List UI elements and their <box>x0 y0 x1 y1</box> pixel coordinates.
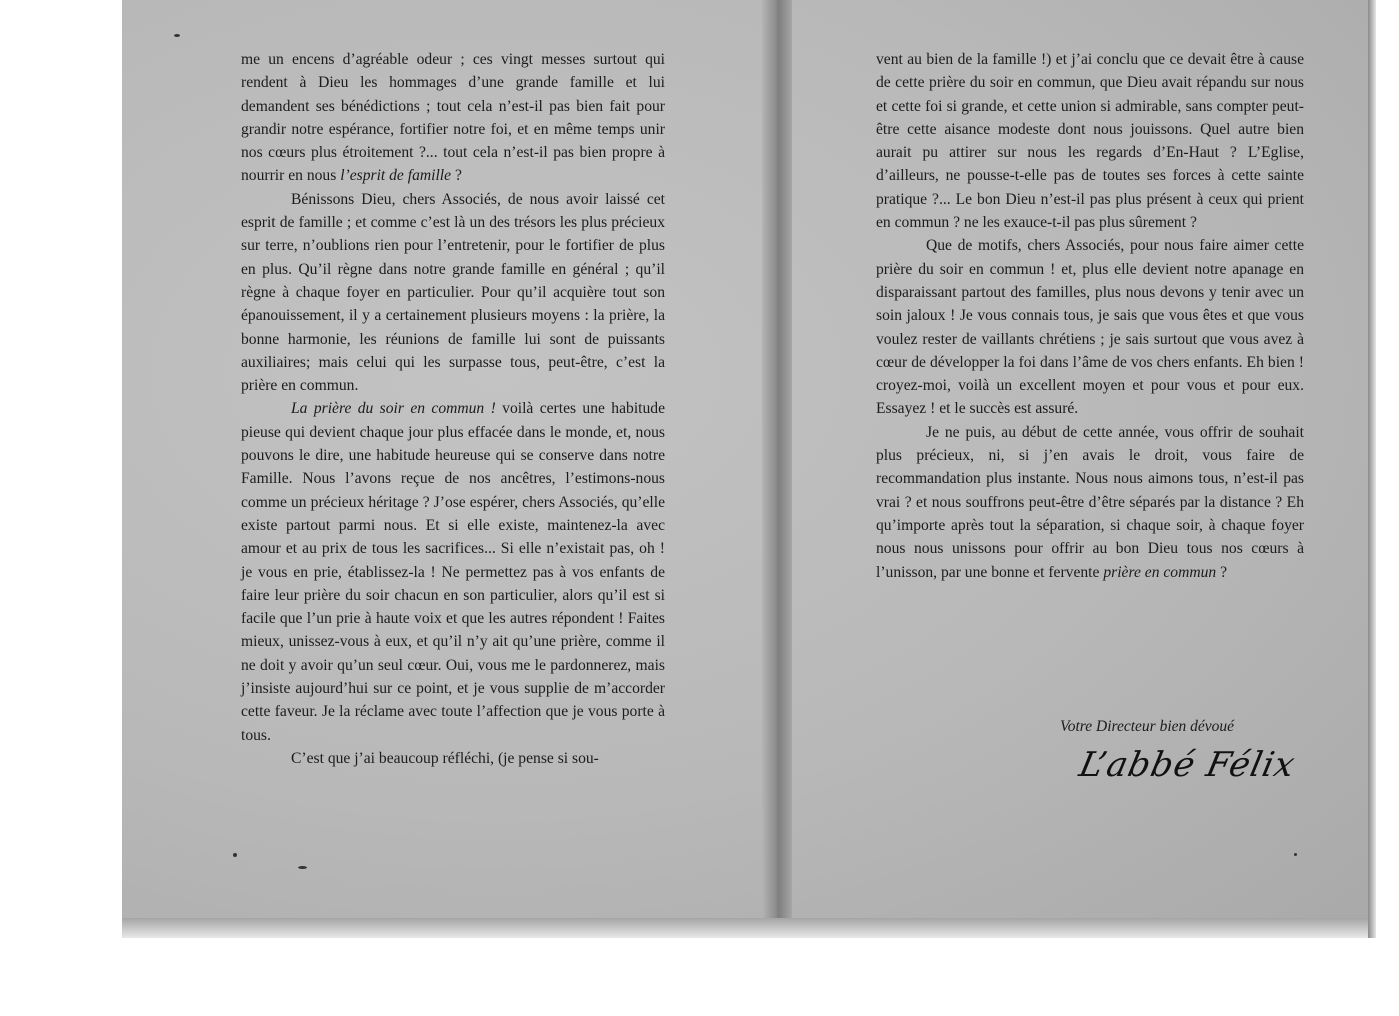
scan-speck <box>298 866 307 869</box>
scan-speck <box>233 853 237 857</box>
signoff-line: Votre Directeur bien dévoué <box>1060 718 1235 735</box>
right-paragraph-3-text: Je ne puis, au début de cette année, vous offrir de souhait plus précieux, ni, si j’en avais le droit, vous faire de recommandation plus instante. Nous nous aimons tous, n’est-il pas vrai ? et nous souffrons peut-être d’être séparés par la distance ? Eh qu’importe après tout la séparation, si chaque soir, à chaque foyer nous nous unissons pour offrir au bon Dieu tous nos cœurs à l’unisson, par une bonne et fervente <box>876 423 1304 581</box>
left-paragraph-3-text: voilà certes une habitude pieuse qui devient chaque jour plus effacée dans le monde, et, nous pouvons le dire, une habitude heureuse qui se conserve dans notre Famille. Nous l’avons reçue de nos ancêtres, l’estimons-nous comme un précieux héritage ? J’ose espérer, chers Associés, qu’elle existe partout parmi nous. Et si elle existe, maintenez-la avec amour et au prix de tous les sacrifices... Si elle n’existait pas, oh ! je vous en prie, établissez-la ! Ne permettez pas à vos enfants de faire leur prière du soir chacun en son particulier, alors qu’il est si facile que l’un prie à haute voix et que les autres répondent ! Faites mieux, unissez-vous à eux, et qu’il n’y ait qu’une prière, comme il ne doit y avoir qu’un seul cœur. Oui, vous me le pardonnerez, mais j’insiste aujourd’hui sur ce point, et je vous supplie de m’accorder cette faveur. Je la réclame avec toute l’affection que je vous porte à tous. <box>241 400 666 744</box>
scan-speck <box>1294 853 1297 856</box>
right-page <box>876 48 1304 584</box>
page-gutter <box>762 0 792 932</box>
esprit-de-famille-emphasis: l’esprit de famille <box>340 167 452 185</box>
left-paragraph-1-text: me un encens d’agréable odeur ; ces vingt messes surtout qui rendent à Dieu les hommages d’une grande famille et lui demandent ses bénédictions ; tout cela n’est-il pas bien fait pour grandir notre espérance, fortifier notre foi, et en même temps unir nos cœurs plus étroitement ?... tout cela n’est-il pas bien propre à nourrir en nous <box>241 51 665 185</box>
right-paragraph-1: vent au bien de la famille !) et j’ai conclu que ce devait être à cause de cette prière du soir en commun, que Dieu avait répandu sur nous et cette foi si grande, et cette union si admirable, sans compter peut-être cette aisance modeste dont nous jouissons. Quel autre bien aurait pu attirer sur nous les regards d’En-Haut ? L’Eglise, d’ailleurs, ne pousse-t-elle pas de toutes ses forces à cette sainte pratique ?... Le bon Dieu n’est-il pas plus présent à ceux qui prient en commun ? ne les exauce-t-il pas plus sûrement ? <box>876 51 1304 232</box>
left-paragraph-2: Bénissons Dieu, chers Associés, de nous avoir laissé cet esprit de famille ; et comme c’est là un des trésors les plus précieux sur terre, n’oublions rien pour l’entretenir, pour le fortifier de plus en plus. Qu’il règne dans notre grande famille en général ; qu’il règne à chaque foyer en particulier. Pour qu’il acquière tout son épanouissement, il y a certainement plusieurs moyens : la prière, la bonne harmonie, les réunions de famille lui sont de puissants auxiliaires; mais celui qui les surpasse tous, peut-être, c’est la prière en commun. <box>241 190 665 395</box>
scan-bottom-edge <box>122 918 1368 938</box>
scan-right-edge <box>1368 0 1376 938</box>
left-page <box>241 48 665 770</box>
priere-du-soir-emphasis: La prière du soir en commun ! <box>291 400 496 418</box>
right-paragraph-3 <box>876 421 1304 584</box>
right-paragraph-3-end: ? <box>1216 563 1228 581</box>
left-paragraph-4: C’est que j’ai beaucoup réfléchi, (je pense si sou- <box>291 749 599 767</box>
scan-speck <box>174 34 180 37</box>
handwritten-signature: L’abbé Félix <box>1075 745 1300 785</box>
left-paragraph-1 <box>241 48 665 188</box>
right-paragraph-2: Que de motifs, chers Associés, pour nous faire aimer cette prière du soir en commun ! et, plus elle devient notre apanage en disparaissant partout des familles, plus nous devons y tenir avec un soin jaloux ! Je vous connais tous, je sais que vous êtes et que vous voulez rester de vaillants chrétiens ; je sais surtout que vous avez à cœur de développer la foi dans l’âme de vos chers enfants. Eh bien ! croyez-moi, voilà un excellent moyen et pour vous et pour eux. Essayez ! et le succès est assuré. <box>876 237 1304 418</box>
left-paragraph-3 <box>241 397 665 746</box>
priere-en-commun-emphasis: prière en commun <box>1103 563 1217 581</box>
left-paragraph-1-end: ? <box>451 167 462 185</box>
